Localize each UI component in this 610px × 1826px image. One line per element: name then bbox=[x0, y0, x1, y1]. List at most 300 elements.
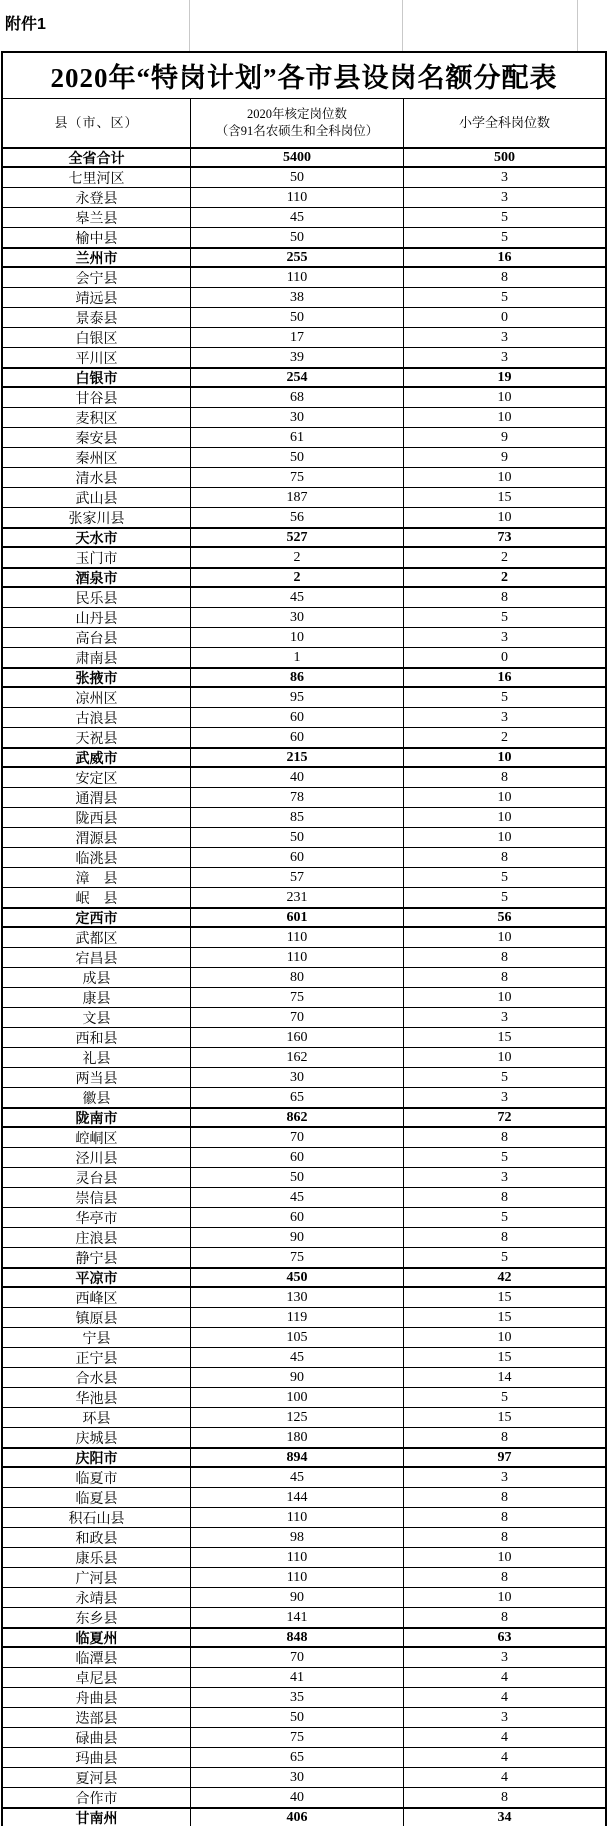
primary-posts-value: 3 bbox=[501, 709, 508, 725]
grid-cell bbox=[578, 0, 610, 51]
county-name: 宕昌县 bbox=[3, 948, 191, 967]
county-name: 广河县 bbox=[3, 1568, 191, 1587]
primary-posts-value: 2 bbox=[501, 569, 508, 585]
approved-posts-value: 1 bbox=[191, 648, 404, 667]
table-row bbox=[3, 867, 605, 887]
primary-posts-value: 10 bbox=[497, 1589, 512, 1605]
county-name: 文县 bbox=[3, 1008, 191, 1027]
primary-posts-value: 8 bbox=[501, 1569, 508, 1585]
county-name: 榆中县 bbox=[3, 228, 191, 247]
approved-posts-value: 2 bbox=[191, 548, 404, 567]
approved-posts-value: 527 bbox=[191, 529, 404, 546]
table-row bbox=[3, 547, 605, 567]
table-row bbox=[3, 807, 605, 827]
county-name: 庄浪县 bbox=[3, 1228, 191, 1247]
table-row bbox=[3, 347, 605, 367]
approved-posts-value: 75 bbox=[191, 1248, 404, 1267]
county-name: 合作市 bbox=[3, 1788, 191, 1807]
table-row bbox=[3, 1067, 605, 1087]
county-name: 定西市 bbox=[3, 909, 191, 926]
county-name: 西和县 bbox=[3, 1028, 191, 1047]
approved-posts-value: 90 bbox=[191, 1368, 404, 1387]
approved-posts-value: 848 bbox=[191, 1629, 404, 1646]
county-name: 康县 bbox=[3, 988, 191, 1007]
approved-posts-value: 98 bbox=[191, 1528, 404, 1547]
approved-posts-value: 2 bbox=[191, 569, 404, 586]
approved-posts-value: 60 bbox=[191, 1208, 404, 1227]
county-name: 临夏州 bbox=[3, 1629, 191, 1646]
table-row bbox=[3, 1267, 605, 1287]
primary-posts-value: 3 bbox=[501, 329, 508, 345]
county-name: 白银市 bbox=[3, 369, 191, 386]
primary-posts-value: 8 bbox=[501, 1609, 508, 1625]
approved-posts-value: 406 bbox=[191, 1809, 404, 1826]
table-row bbox=[3, 287, 605, 307]
approved-posts-value: 215 bbox=[191, 749, 404, 766]
table-row bbox=[3, 1747, 605, 1767]
approved-posts-value: 65 bbox=[191, 1748, 404, 1767]
table-row bbox=[3, 1707, 605, 1727]
approved-posts-value: 70 bbox=[191, 1128, 404, 1147]
table-row bbox=[3, 907, 605, 927]
primary-posts-value: 5 bbox=[501, 289, 508, 305]
table-row bbox=[3, 607, 605, 627]
primary-posts-value: 15 bbox=[497, 1309, 512, 1325]
approved-posts-value: 56 bbox=[191, 508, 404, 527]
county-name: 白银区 bbox=[3, 328, 191, 347]
county-name: 靖远县 bbox=[3, 288, 191, 307]
table-row bbox=[3, 1007, 605, 1027]
primary-posts-value: 5 bbox=[501, 1389, 508, 1405]
county-name: 甘南州 bbox=[3, 1809, 191, 1826]
primary-posts-value: 10 bbox=[497, 1049, 512, 1065]
table-row bbox=[3, 787, 605, 807]
county-name: 正宁县 bbox=[3, 1348, 191, 1367]
primary-posts-value: 15 bbox=[497, 1029, 512, 1045]
county-name: 静宁县 bbox=[3, 1248, 191, 1267]
county-name: 礼县 bbox=[3, 1048, 191, 1067]
table-row bbox=[3, 1547, 605, 1567]
county-name: 陇西县 bbox=[3, 808, 191, 827]
approved-posts-value: 17 bbox=[191, 328, 404, 347]
county-name: 酒泉市 bbox=[3, 569, 191, 586]
primary-posts-value: 8 bbox=[501, 1129, 508, 1145]
county-name: 古浪县 bbox=[3, 708, 191, 727]
table-row bbox=[3, 407, 605, 427]
approved-posts-value: 50 bbox=[191, 228, 404, 247]
approved-posts-value: 5400 bbox=[191, 149, 404, 166]
county-name: 合水县 bbox=[3, 1368, 191, 1387]
county-name: 安定区 bbox=[3, 768, 191, 787]
county-name: 灵台县 bbox=[3, 1168, 191, 1187]
primary-posts-value: 5 bbox=[501, 209, 508, 225]
approved-posts-value: 70 bbox=[191, 1648, 404, 1667]
approved-posts-value: 187 bbox=[191, 488, 404, 507]
county-name: 迭部县 bbox=[3, 1708, 191, 1727]
primary-posts-value: 8 bbox=[501, 1429, 508, 1445]
primary-posts-value: 8 bbox=[501, 1509, 508, 1525]
table-row bbox=[3, 1407, 605, 1427]
table-row bbox=[3, 847, 605, 867]
approved-posts-value: 45 bbox=[191, 1188, 404, 1207]
primary-posts-value: 4 bbox=[501, 1669, 508, 1685]
primary-posts-value: 0 bbox=[501, 309, 508, 325]
primary-posts-value: 2 bbox=[501, 729, 508, 745]
table-row bbox=[3, 1387, 605, 1407]
approved-posts-value: 65 bbox=[191, 1088, 404, 1107]
approved-posts-value: 45 bbox=[191, 208, 404, 227]
table-row bbox=[3, 207, 605, 227]
primary-posts-value: 10 bbox=[497, 809, 512, 825]
approved-posts-value: 68 bbox=[191, 388, 404, 407]
primary-posts-value: 9 bbox=[501, 449, 508, 465]
approved-posts-value: 10 bbox=[191, 628, 404, 647]
table-row bbox=[3, 827, 605, 847]
primary-posts-value: 15 bbox=[497, 1349, 512, 1365]
table-row bbox=[3, 1327, 605, 1347]
primary-posts-value: 14 bbox=[497, 1369, 512, 1385]
table-row bbox=[3, 747, 605, 767]
approved-posts-value: 160 bbox=[191, 1028, 404, 1047]
county-name: 凉州区 bbox=[3, 688, 191, 707]
table-row bbox=[3, 227, 605, 247]
primary-posts-value: 3 bbox=[501, 1709, 508, 1725]
attachment-cell bbox=[0, 0, 190, 51]
table-row bbox=[3, 1087, 605, 1107]
approved-posts-value: 110 bbox=[191, 928, 404, 947]
primary-posts-value: 15 bbox=[497, 489, 512, 505]
table-row bbox=[3, 1487, 605, 1507]
primary-posts-value: 15 bbox=[497, 1289, 512, 1305]
approved-posts-value: 75 bbox=[191, 1728, 404, 1747]
approved-posts-value: 50 bbox=[191, 168, 404, 187]
approved-posts-value: 85 bbox=[191, 808, 404, 827]
table-row bbox=[3, 707, 605, 727]
county-name: 镇原县 bbox=[3, 1308, 191, 1327]
approved-posts-value: 60 bbox=[191, 848, 404, 867]
table-title: 2020年“特岗计划”各市县设岗名额分配表 bbox=[50, 63, 558, 93]
primary-posts-value: 8 bbox=[501, 269, 508, 285]
primary-posts-value: 15 bbox=[497, 1409, 512, 1425]
approved-posts-value: 75 bbox=[191, 988, 404, 1007]
primary-posts-value: 10 bbox=[497, 509, 512, 525]
table-row bbox=[3, 1587, 605, 1607]
approved-posts-value: 40 bbox=[191, 1788, 404, 1807]
primary-posts-value: 3 bbox=[501, 169, 508, 185]
county-name: 西峰区 bbox=[3, 1288, 191, 1307]
primary-posts-value: 9 bbox=[501, 429, 508, 445]
county-name: 临洮县 bbox=[3, 848, 191, 867]
approved-posts-value: 30 bbox=[191, 1768, 404, 1787]
table-row bbox=[3, 1787, 605, 1807]
county-name: 崇信县 bbox=[3, 1188, 191, 1207]
table-row bbox=[3, 1727, 605, 1747]
table-row bbox=[3, 367, 605, 387]
primary-posts-value: 10 bbox=[497, 1329, 512, 1345]
table-row bbox=[3, 147, 605, 167]
county-name: 平川区 bbox=[3, 348, 191, 367]
county-name: 七里河区 bbox=[3, 168, 191, 187]
table-row bbox=[3, 667, 605, 687]
county-name: 康乐县 bbox=[3, 1548, 191, 1567]
primary-posts-value: 8 bbox=[501, 1189, 508, 1205]
primary-posts-value: 8 bbox=[501, 1529, 508, 1545]
table-row bbox=[3, 627, 605, 647]
primary-posts-value: 10 bbox=[497, 749, 512, 765]
approved-posts-value: 50 bbox=[191, 448, 404, 467]
county-name: 清水县 bbox=[3, 468, 191, 487]
primary-posts-value: 10 bbox=[497, 989, 512, 1005]
table-row bbox=[3, 887, 605, 907]
approved-posts-value: 110 bbox=[191, 1568, 404, 1587]
county-name: 武山县 bbox=[3, 488, 191, 507]
primary-posts-value: 8 bbox=[501, 1229, 508, 1245]
grid-cell bbox=[190, 0, 403, 51]
county-name: 华亭市 bbox=[3, 1208, 191, 1227]
primary-posts-value: 10 bbox=[497, 389, 512, 405]
table-row bbox=[3, 167, 605, 187]
table-row bbox=[3, 1427, 605, 1447]
primary-posts-value: 34 bbox=[497, 1809, 512, 1825]
table-row bbox=[3, 1687, 605, 1707]
header-primary-posts-column: 小学全科岗位数 bbox=[458, 115, 550, 131]
primary-posts-value: 72 bbox=[497, 1109, 512, 1125]
approved-posts-value: 41 bbox=[191, 1668, 404, 1687]
approved-posts-value: 60 bbox=[191, 708, 404, 727]
table-row bbox=[3, 1767, 605, 1787]
county-name: 甘谷县 bbox=[3, 388, 191, 407]
county-name: 玉门市 bbox=[3, 548, 191, 567]
primary-posts-value: 73 bbox=[497, 529, 512, 545]
county-name: 兰州市 bbox=[3, 249, 191, 266]
primary-posts-value: 3 bbox=[501, 349, 508, 365]
approved-posts-value: 100 bbox=[191, 1388, 404, 1407]
approved-posts-value: 141 bbox=[191, 1608, 404, 1627]
table-row bbox=[3, 467, 605, 487]
approved-posts-value: 30 bbox=[191, 1068, 404, 1087]
county-name: 秦州区 bbox=[3, 448, 191, 467]
primary-posts-value: 3 bbox=[501, 1469, 508, 1485]
header-county-column: 县（市、区） bbox=[3, 99, 191, 147]
primary-posts-value: 10 bbox=[497, 789, 512, 805]
county-name: 武威市 bbox=[3, 749, 191, 766]
table-row bbox=[3, 1127, 605, 1147]
county-name: 麦积区 bbox=[3, 408, 191, 427]
county-name: 环县 bbox=[3, 1408, 191, 1427]
table-row bbox=[3, 247, 605, 267]
county-name: 成县 bbox=[3, 968, 191, 987]
allocation-table bbox=[1, 51, 607, 1826]
approved-posts-value: 95 bbox=[191, 688, 404, 707]
county-name: 岷 县 bbox=[3, 888, 191, 907]
county-name: 宁县 bbox=[3, 1328, 191, 1347]
primary-posts-value: 3 bbox=[501, 1089, 508, 1105]
county-name: 舟曲县 bbox=[3, 1688, 191, 1707]
primary-posts-value: 56 bbox=[497, 909, 512, 925]
county-name: 天水市 bbox=[3, 529, 191, 546]
primary-posts-value: 8 bbox=[501, 1489, 508, 1505]
approved-posts-value: 39 bbox=[191, 348, 404, 367]
table-row bbox=[3, 267, 605, 287]
approved-posts-value: 30 bbox=[191, 608, 404, 627]
table-row bbox=[3, 1207, 605, 1227]
approved-posts-value: 144 bbox=[191, 1488, 404, 1507]
table-row bbox=[3, 427, 605, 447]
primary-posts-value: 8 bbox=[501, 949, 508, 965]
county-name: 张掖市 bbox=[3, 669, 191, 686]
table-row bbox=[3, 1107, 605, 1127]
primary-posts-value: 0 bbox=[501, 649, 508, 665]
county-name: 张家川县 bbox=[3, 508, 191, 527]
grid-cell bbox=[403, 0, 578, 51]
table-row bbox=[3, 1447, 605, 1467]
approved-posts-value: 110 bbox=[191, 188, 404, 207]
table-row bbox=[3, 1607, 605, 1627]
approved-posts-value: 110 bbox=[191, 268, 404, 287]
primary-posts-value: 8 bbox=[501, 769, 508, 785]
county-name: 永登县 bbox=[3, 188, 191, 207]
primary-posts-value: 8 bbox=[501, 969, 508, 985]
county-name: 临夏市 bbox=[3, 1468, 191, 1487]
approved-posts-value: 180 bbox=[191, 1428, 404, 1447]
table-row bbox=[3, 927, 605, 947]
primary-posts-value: 10 bbox=[497, 409, 512, 425]
approved-posts-value: 35 bbox=[191, 1688, 404, 1707]
primary-posts-value: 5 bbox=[501, 1209, 508, 1225]
header-approved-posts-line1: 2020年核定岗位数 bbox=[246, 107, 347, 122]
primary-posts-value: 8 bbox=[501, 849, 508, 865]
primary-posts-value: 5 bbox=[501, 869, 508, 885]
county-name: 徽县 bbox=[3, 1088, 191, 1107]
county-name: 会宁县 bbox=[3, 268, 191, 287]
primary-posts-value: 4 bbox=[501, 1769, 508, 1785]
approved-posts-value: 57 bbox=[191, 868, 404, 887]
primary-posts-value: 5 bbox=[501, 1069, 508, 1085]
approved-posts-value: 45 bbox=[191, 1348, 404, 1367]
table-row bbox=[3, 487, 605, 507]
primary-posts-value: 10 bbox=[497, 469, 512, 485]
primary-posts-value: 4 bbox=[501, 1689, 508, 1705]
table-row bbox=[3, 507, 605, 527]
table-body bbox=[3, 147, 605, 1826]
county-name: 临夏县 bbox=[3, 1488, 191, 1507]
approved-posts-value: 105 bbox=[191, 1328, 404, 1347]
primary-posts-value: 10 bbox=[497, 1549, 512, 1565]
county-name: 陇南市 bbox=[3, 1109, 191, 1126]
primary-posts-value: 5 bbox=[501, 229, 508, 245]
primary-posts-value: 5 bbox=[501, 889, 508, 905]
table-row bbox=[3, 967, 605, 987]
table-row bbox=[3, 1467, 605, 1487]
county-name: 肃南县 bbox=[3, 648, 191, 667]
table-row bbox=[3, 1507, 605, 1527]
primary-posts-value: 5 bbox=[501, 1149, 508, 1165]
primary-posts-value: 97 bbox=[497, 1449, 512, 1465]
county-name: 两当县 bbox=[3, 1068, 191, 1087]
county-name: 临潭县 bbox=[3, 1648, 191, 1667]
attachment-label: 附件1 bbox=[5, 16, 46, 33]
primary-posts-value: 10 bbox=[497, 829, 512, 845]
approved-posts-value: 50 bbox=[191, 308, 404, 327]
county-name: 皋兰县 bbox=[3, 208, 191, 227]
primary-posts-value: 16 bbox=[497, 669, 512, 685]
county-name: 东乡县 bbox=[3, 1608, 191, 1627]
approved-posts-value: 45 bbox=[191, 1468, 404, 1487]
approved-posts-value: 90 bbox=[191, 1228, 404, 1247]
county-name: 武都区 bbox=[3, 928, 191, 947]
table-header-row bbox=[3, 98, 605, 147]
primary-posts-value: 3 bbox=[501, 1169, 508, 1185]
table-row bbox=[3, 1627, 605, 1647]
table-row bbox=[3, 447, 605, 467]
table-row bbox=[3, 767, 605, 787]
primary-posts-value: 63 bbox=[497, 1629, 512, 1645]
primary-posts-value: 8 bbox=[501, 589, 508, 605]
county-name: 泾川县 bbox=[3, 1148, 191, 1167]
county-name: 庆城县 bbox=[3, 1428, 191, 1447]
table-row bbox=[3, 1287, 605, 1307]
primary-posts-value: 16 bbox=[497, 249, 512, 265]
primary-posts-value: 10 bbox=[497, 929, 512, 945]
table-row bbox=[3, 527, 605, 547]
primary-posts-value: 4 bbox=[501, 1749, 508, 1765]
approved-posts-value: 110 bbox=[191, 1508, 404, 1527]
approved-posts-value: 90 bbox=[191, 1588, 404, 1607]
primary-posts-value: 42 bbox=[497, 1269, 512, 1285]
approved-posts-value: 60 bbox=[191, 1148, 404, 1167]
table-row bbox=[3, 1347, 605, 1367]
approved-posts-value: 231 bbox=[191, 888, 404, 907]
county-name: 秦安县 bbox=[3, 428, 191, 447]
county-name: 山丹县 bbox=[3, 608, 191, 627]
table-row bbox=[3, 1047, 605, 1067]
table-row bbox=[3, 1367, 605, 1387]
county-name: 积石山县 bbox=[3, 1508, 191, 1527]
primary-posts-value: 500 bbox=[494, 149, 515, 165]
table-row bbox=[3, 687, 605, 707]
primary-posts-value: 5 bbox=[501, 1249, 508, 1265]
county-name: 和政县 bbox=[3, 1528, 191, 1547]
county-name: 高台县 bbox=[3, 628, 191, 647]
primary-posts-value: 5 bbox=[501, 609, 508, 625]
primary-posts-value: 5 bbox=[501, 689, 508, 705]
table-row bbox=[3, 647, 605, 667]
approved-posts-value: 119 bbox=[191, 1308, 404, 1327]
primary-posts-value: 4 bbox=[501, 1729, 508, 1745]
primary-posts-value: 3 bbox=[501, 629, 508, 645]
table-row bbox=[3, 947, 605, 967]
county-name: 卓尼县 bbox=[3, 1668, 191, 1687]
header-approved-posts-line2: （含91名农硕生和全科岗位） bbox=[215, 124, 379, 138]
table-row bbox=[3, 1167, 605, 1187]
approved-posts-value: 30 bbox=[191, 408, 404, 427]
county-name: 通渭县 bbox=[3, 788, 191, 807]
county-name: 渭源县 bbox=[3, 828, 191, 847]
approved-posts-value: 110 bbox=[191, 948, 404, 967]
county-name: 崆峒区 bbox=[3, 1128, 191, 1147]
table-row bbox=[3, 987, 605, 1007]
header-approved-posts-column bbox=[191, 99, 404, 147]
approved-posts-value: 45 bbox=[191, 588, 404, 607]
approved-posts-value: 255 bbox=[191, 249, 404, 266]
county-name: 漳 县 bbox=[3, 868, 191, 887]
primary-posts-value: 8 bbox=[501, 1789, 508, 1805]
county-name: 庆阳市 bbox=[3, 1449, 191, 1466]
table-row bbox=[3, 1027, 605, 1047]
approved-posts-value: 70 bbox=[191, 1008, 404, 1027]
table-row bbox=[3, 1667, 605, 1687]
approved-posts-value: 862 bbox=[191, 1109, 404, 1126]
